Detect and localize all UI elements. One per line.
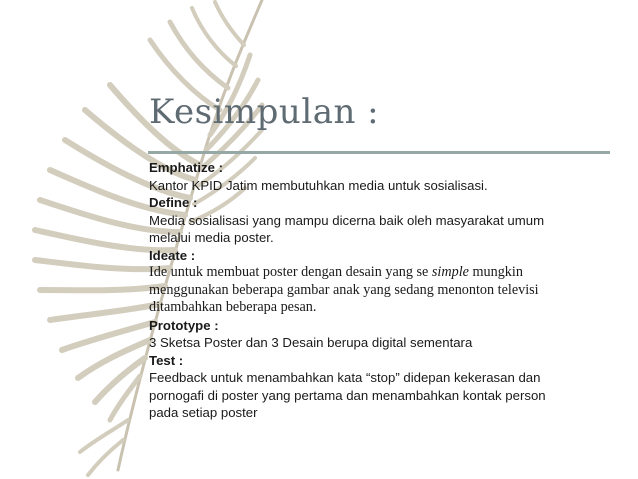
section-text: 3 Sketsa Poster dan 3 Desain berupa digital sementara (149, 335, 473, 351)
slide-content (149, 159, 619, 422)
section-text: ditambahkan beberapa pesan. (149, 299, 317, 316)
text-run: mungkin (468, 264, 523, 280)
slide-title: Kesimpulan : (149, 92, 380, 132)
section-heading-test: Test : (149, 352, 184, 368)
italic-text: simple (431, 264, 469, 280)
section-heading-define: Define : (149, 195, 198, 210)
section-heading-emphatize: Emphatize : (149, 160, 224, 175)
section-text: pada setiap poster (149, 405, 258, 421)
section-text: Feedback untuk menambahkan kata “stop” didepan kekerasan dan (149, 370, 541, 386)
section-text: melalui media poster. (149, 230, 274, 245)
section-heading-prototype: Prototype : (149, 317, 219, 333)
title-divider (148, 151, 610, 154)
section-text: menggunakan beberapa gambar anak yang sedang menonton televisi (149, 281, 539, 298)
section-text: Kantor KPID Jatim membutuhkan media untuk sosialisasi. (149, 177, 488, 193)
section-text (149, 264, 619, 282)
section-text: pornogafi di poster yang pertama dan menambahkan kontak person (149, 387, 546, 403)
text-run: Ide untuk membuat poster dengan desain yang se (149, 264, 432, 280)
section-text: Media sosialisasi yang mampu dicerna baik oleh masyarakat umum (149, 212, 545, 228)
section-heading-ideate: Ideate : (149, 247, 196, 263)
